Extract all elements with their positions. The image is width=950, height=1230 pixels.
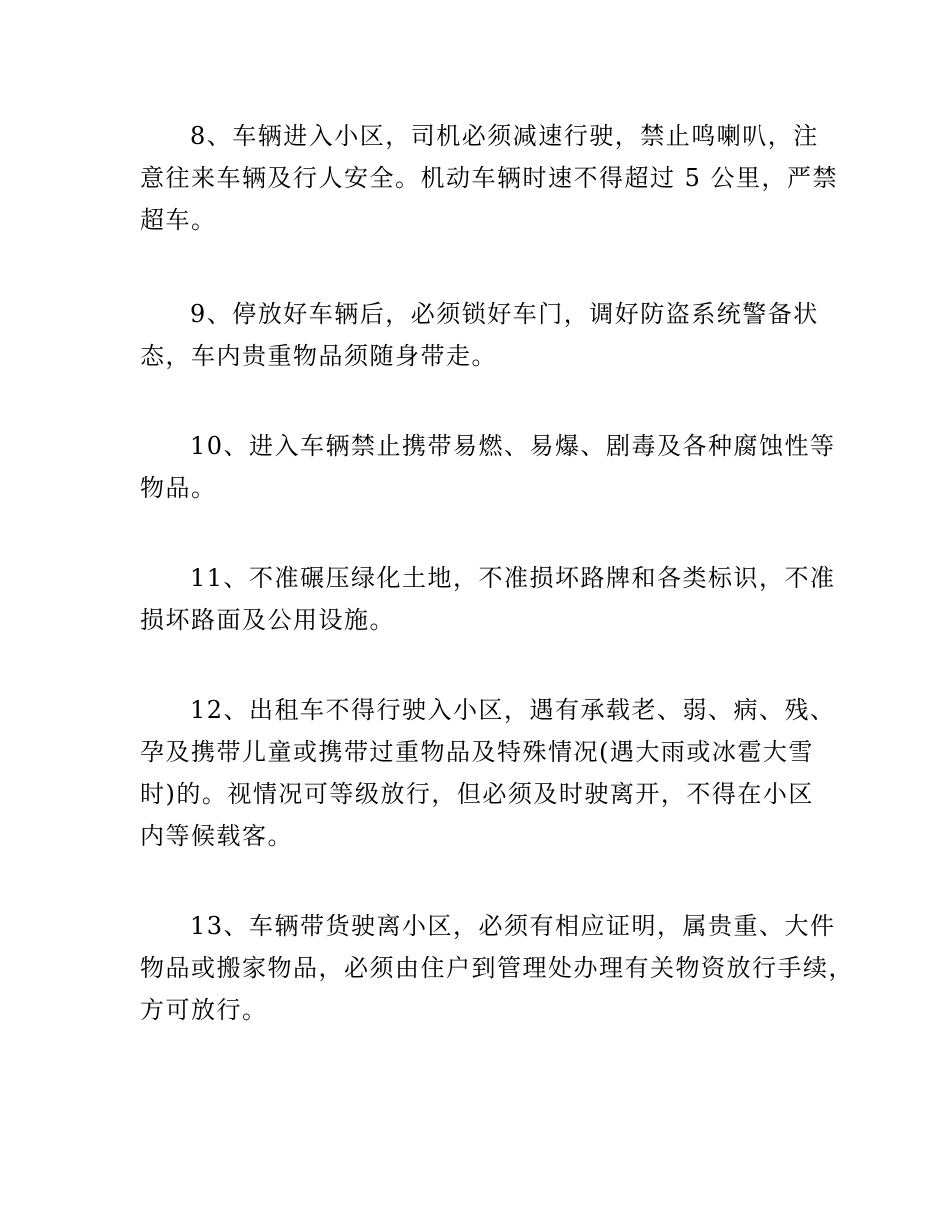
rule-paragraph-13 — [140, 905, 854, 1031]
paragraph-line: 物品或搬家物品，必须由住户到管理处办理有关物资放行手续， — [140, 954, 854, 982]
rule-paragraph-10 — [140, 425, 840, 509]
paragraph-line: 物品。 — [140, 474, 217, 502]
paragraph-line: 12、出租车不得行驶入小区，遇有承载老、弱、病、残、 — [190, 696, 836, 724]
rule-paragraph-11 — [140, 557, 840, 641]
paragraph-line: 内等候载客。 — [140, 822, 293, 850]
paragraph-line: 意往来车辆及行人安全。机动车辆时速不得超过 5 公里，严禁 — [140, 164, 839, 192]
paragraph-line: 超车。 — [140, 206, 217, 234]
paragraph-line: 11、不准碾压绿化土地，不准损坏路牌和各类标识，不准 — [190, 564, 836, 592]
paragraph-line: 10、进入车辆禁止携带易燃、易爆、剧毒及各种腐蚀性等 — [190, 432, 836, 460]
paragraph-line: 时)的。视情况可等级放行，但必须及时驶离开，不得在小区 — [140, 780, 814, 808]
paragraph-line: 9、停放好车辆后，必须锁好车门，调好防盗系统警备状 — [190, 300, 819, 328]
rule-paragraph-9 — [140, 293, 840, 377]
paragraph-line: 8、车辆进入小区，司机必须减速行驶，禁止鸣喇叭，注 — [190, 122, 819, 150]
rule-paragraph-8 — [140, 115, 840, 241]
paragraph-line: 态，车内贵重物品须随身带走。 — [140, 342, 497, 370]
paragraph-line: 方可放行。 — [140, 996, 268, 1024]
paragraph-line: 13、车辆带货驶离小区，必须有相应证明，属贵重、大件 — [190, 912, 836, 940]
paragraph-line: 孕及携带儿童或携带过重物品及特殊情况(遇大雨或冰雹大雪 — [140, 738, 814, 766]
rule-paragraph-12 — [140, 689, 840, 857]
paragraph-line: 损坏路面及公用设施。 — [140, 606, 395, 634]
